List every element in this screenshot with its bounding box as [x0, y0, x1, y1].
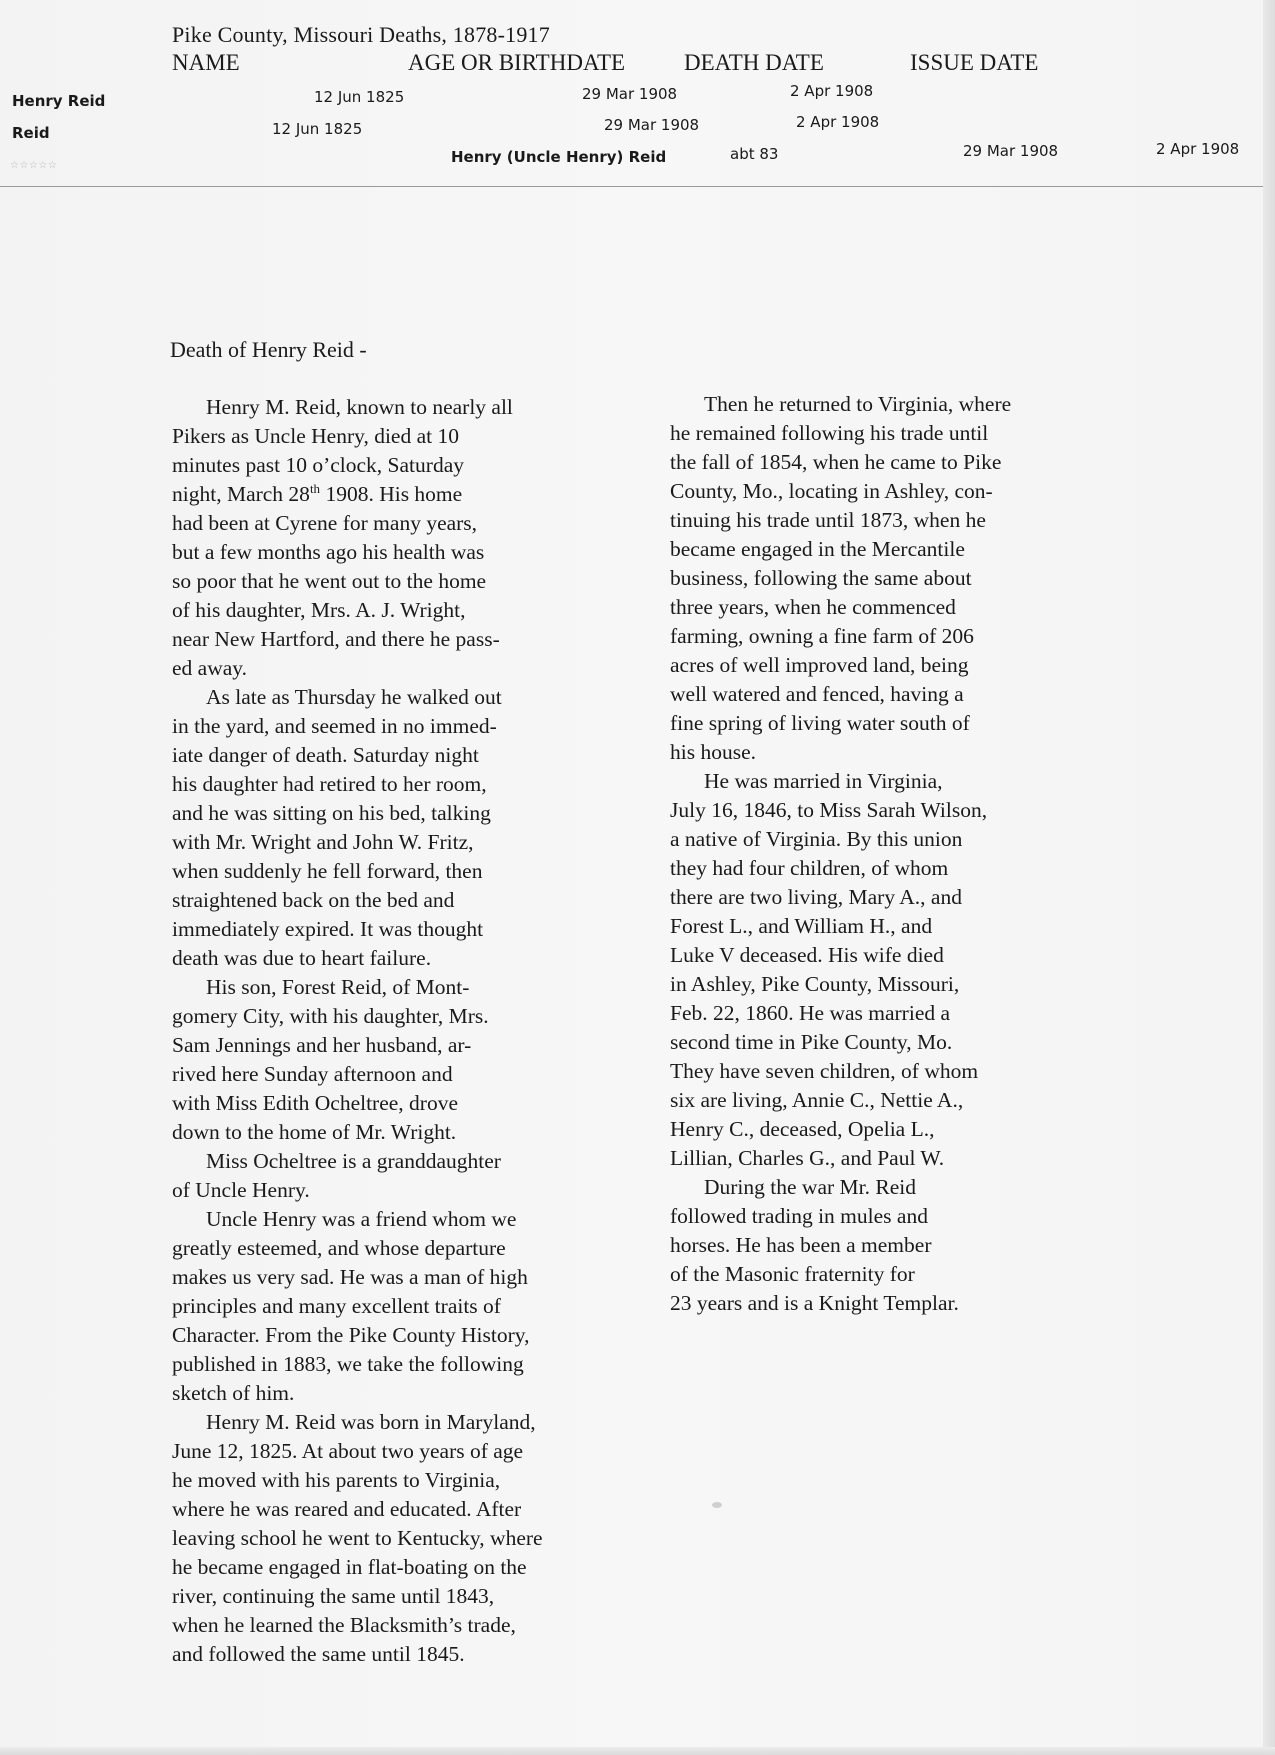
article-line: six are living, Annie C., Nettie A.,: [670, 1088, 964, 1112]
article-line: They have seven children, of whom: [670, 1059, 979, 1083]
article-line: his house.: [670, 740, 756, 764]
article-line: three years, when he commenced: [670, 595, 956, 619]
article-line: he became engaged in flat-boating on the: [172, 1555, 527, 1579]
article-line: he moved with his parents to Virginia,: [172, 1468, 501, 1492]
article-line: July 16, 1846, to Miss Sarah Wilson,: [670, 798, 988, 822]
article-line: near New Hartford, and there he pass-: [172, 627, 500, 651]
article-line: sketch of him.: [172, 1381, 295, 1405]
article-line: a native of Virginia. By this union: [670, 827, 963, 851]
article-line: followed trading in mules and: [670, 1204, 928, 1228]
index-row-3-death: 29 Mar 1908: [963, 142, 1059, 160]
article-line: where he was reared and educated. After: [172, 1497, 522, 1521]
article-title: Death of Henry Reid -: [170, 337, 367, 362]
article-line: his daughter had retired to her room,: [172, 772, 487, 796]
index-row-3-name: Henry (Uncle Henry) Reid: [451, 148, 667, 166]
article-line: became engaged in the Mercantile: [670, 537, 965, 561]
article-line: greatly esteemed, and whose departure: [172, 1236, 506, 1260]
article-line: of his daughter, Mrs. A. J. Wright,: [172, 598, 466, 622]
scan-edge-right: [1263, 0, 1275, 1755]
index-row-1-issue: 2 Apr 1908: [790, 82, 874, 100]
article-line: Feb. 22, 1860. He was married a: [670, 1001, 951, 1025]
article-line: Uncle Henry was a friend whom we: [206, 1207, 517, 1231]
article-line: Sam Jennings and her husband, ar-: [172, 1033, 472, 1057]
article-line: in Ashley, Pike County, Missouri,: [670, 972, 960, 996]
article-line: with Mr. Wright and John W. Fritz,: [172, 830, 474, 854]
article-line: Henry C., deceased, Opelia L.,: [670, 1117, 935, 1141]
article-line: leaving school he went to Kentucky, where: [172, 1526, 543, 1550]
article-line: During the war Mr. Reid: [704, 1175, 916, 1199]
article-line: published in 1883, we take the following: [172, 1352, 524, 1376]
article-line: death was due to heart failure.: [172, 946, 432, 970]
article-line: night, March 28th 1908. His home: [172, 480, 463, 506]
article-line: straightened back on the bed and: [172, 888, 455, 912]
article-line: Lillian, Charles G., and Paul W.: [670, 1146, 945, 1170]
article-right-column: [670, 390, 1011, 1318]
article-line: Pikers as Uncle Henry, died at 10: [172, 424, 459, 448]
column-header-name: NAME: [172, 50, 240, 75]
scan-speck: [712, 1502, 722, 1508]
index-row-3-issue: 2 Apr 1908: [1156, 140, 1240, 158]
column-header-age: AGE OR BIRTHDATE: [408, 50, 626, 75]
article-line: minutes past 10 o’clock, Saturday: [172, 453, 464, 477]
article-line: Then he returned to Virginia, where: [704, 392, 1012, 416]
header-divider: [0, 186, 1263, 187]
article-line: down to the home of Mr. Wright.: [172, 1120, 457, 1144]
article-line: when he learned the Blacksmith’s trade,: [172, 1613, 516, 1637]
index-row-1-death: 29 Mar 1908: [582, 85, 678, 103]
article-line: tinuing his trade until 1873, when he: [670, 508, 986, 532]
article-line: Luke V deceased. His wife died: [670, 943, 944, 967]
article-line: in the yard, and seemed in no immed-: [172, 714, 497, 738]
rating-stars-icon: ☆☆☆☆☆: [10, 160, 58, 171]
article-line: Character. From the Pike County History,: [172, 1323, 530, 1347]
article-line: As late as Thursday he walked out: [206, 685, 502, 709]
article-line: he remained following his trade until: [670, 421, 989, 445]
article-line: of Uncle Henry.: [172, 1178, 310, 1202]
article-line: Henry M. Reid, known to nearly all: [206, 395, 513, 419]
article-line: the fall of 1854, when he came to Pike: [670, 450, 1002, 474]
article-line: they had four children, of whom: [670, 856, 949, 880]
article-line: had been at Cyrene for many years,: [172, 511, 478, 535]
article-line: farming, owning a fine farm of 206: [670, 624, 974, 648]
article-line: river, continuing the same until 1843,: [172, 1584, 495, 1608]
article-line: so poor that he went out to the home: [172, 569, 487, 593]
index-row-2-name: Reid: [12, 124, 50, 142]
article-line: when suddenly he fell forward, then: [172, 859, 483, 883]
column-header-death: DEATH DATE: [684, 50, 824, 75]
article-line: gomery City, with his daughter, Mrs.: [172, 1004, 489, 1028]
article-line: Henry M. Reid was born in Maryland,: [206, 1410, 536, 1434]
article-line: iate danger of death. Saturday night: [172, 743, 479, 767]
article-line: makes us very sad. He was a man of high: [172, 1265, 528, 1289]
index-title: Pike County, Missouri Deaths, 1878-1917: [172, 22, 550, 47]
index-row-2-birth: 12 Jun 1825: [272, 120, 363, 138]
article-line: second time in Pike County, Mo.: [670, 1030, 953, 1054]
article-line: of the Masonic fraternity for: [670, 1262, 915, 1286]
article-line: there are two living, Mary A., and: [670, 885, 962, 909]
article-line: immediately expired. It was thought: [172, 917, 484, 941]
article-line: ed away.: [172, 656, 248, 680]
article-line: rived here Sunday afternoon and: [172, 1062, 453, 1086]
article-line: with Miss Edith Ocheltree, drove: [172, 1091, 459, 1115]
article-line: Forest L., and William H., and: [670, 914, 933, 938]
article-line: He was married in Virginia,: [704, 769, 943, 793]
article-line: and he was sitting on his bed, talking: [172, 801, 491, 825]
article-line: principles and many excellent traits of: [172, 1294, 501, 1318]
index-row-2-death: 29 Mar 1908: [604, 116, 700, 134]
index-row-3-age: abt 83: [730, 145, 779, 163]
article-line: His son, Forest Reid, of Mont-: [206, 975, 470, 999]
article-line: business, following the same about: [670, 566, 972, 590]
article-line: County, Mo., locating in Ashley, con-: [670, 479, 993, 503]
column-header-issue: ISSUE DATE: [910, 50, 1039, 75]
article-line: 23 years and is a Knight Templar.: [670, 1291, 959, 1315]
article-line: well watered and fenced, having a: [670, 682, 964, 706]
article-line: but a few months ago his health was: [172, 540, 485, 564]
article-line: June 12, 1825. At about two years of age: [172, 1439, 524, 1463]
scan-edge-bottom: [0, 1747, 1275, 1755]
index-row-2-issue: 2 Apr 1908: [796, 113, 880, 131]
article-line: horses. He has been a member: [670, 1233, 932, 1257]
index-row-1-name: Henry Reid: [12, 92, 106, 110]
article-line: Miss Ocheltree is a granddaughter: [206, 1149, 501, 1173]
article-line: fine spring of living water south of: [670, 711, 970, 735]
article-line: and followed the same until 1845.: [172, 1642, 465, 1666]
index-row-1-birth: 12 Jun 1825: [314, 88, 405, 106]
article-left-column: [172, 393, 543, 1669]
article-line: acres of well improved land, being: [670, 653, 969, 677]
